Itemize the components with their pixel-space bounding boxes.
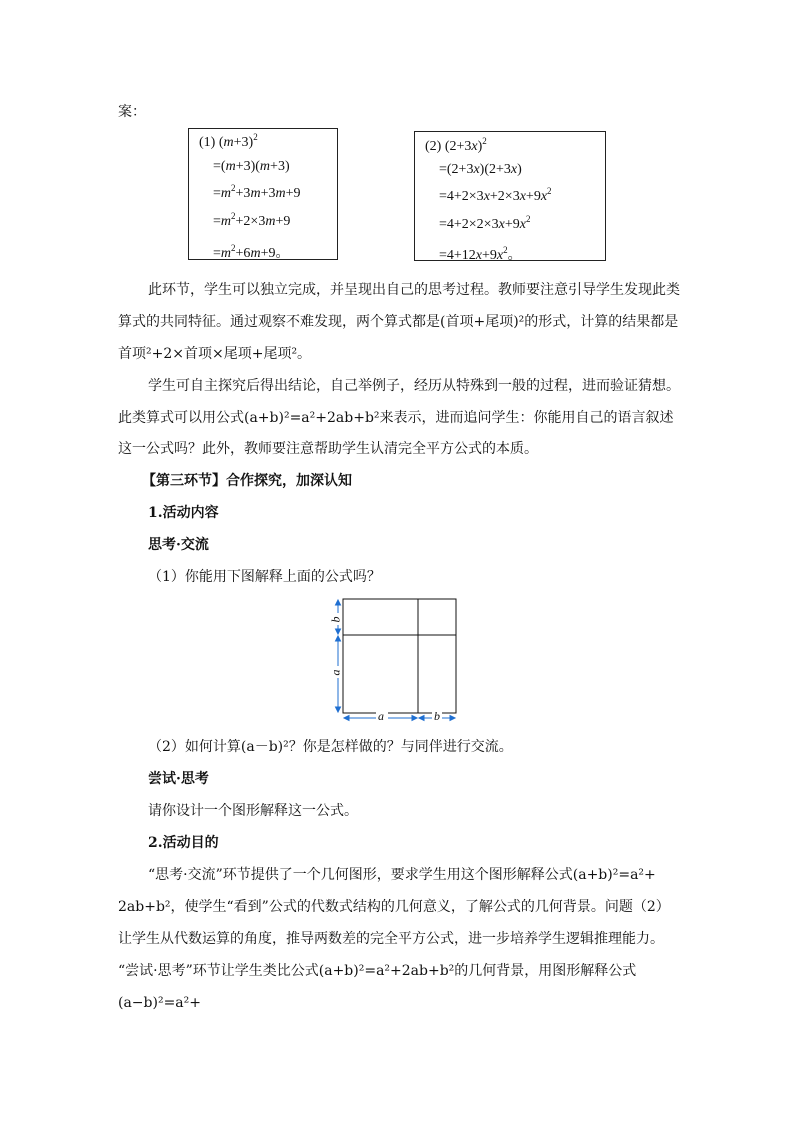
worked-example-box-1 [188,128,338,260]
box1-line-4: $=m^2+2\times 3m+9$ [213,211,291,229]
figure-label-b-bottom: b [434,709,440,723]
worked-example-box-2 [414,131,606,261]
goal-line-5: (a−b)²=a²+ [118,995,201,1011]
goal-line-3: 让学生从代数运算的角度，推导两数差的完全平方公式，进一步培养学生逻辑推理能力。 [118,931,664,947]
paragraph-2-line-3: 这一公式吗？此外，教师要注意帮助学生认清完全平方公式的本质。 [118,441,538,457]
paragraph-1-line-1: 此环节，学生可以独立完成，并呈现出自己的思考过程。教师要注意引导学生发现此类 [148,282,680,298]
goal-line-4: “尝试·思考”环节让学生类比公式(a+b)²=a²+2ab+b²的几何背景，用图形解释公式 [118,963,637,979]
heading-activity-goal: 2.活动目的 [148,835,219,851]
outer-square [343,599,456,713]
section-3-title: 【第三环节】合作探究，加深认知 [142,473,352,489]
question-2: （2）如何计算(a－b)²？你是怎样做的？与同伴进行交流。 [148,739,513,755]
goal-line-2: 2ab+b²，使学生“看到”公式的代数式结构的几何意义，了解公式的几何背景。问题（2） [118,899,670,915]
box2-line-5: $=4+12x+9x^2$。 [439,245,522,263]
paragraph-2-line-2: 此类算式可以用公式(a+b)²=a²+2ab+b²来表示，进而追问学生：你能用自己的语言叙述 [118,410,674,426]
box1-line-1: (1) $(m+3)^2$ [199,132,258,150]
box1-line-3: $=m^2+3m+3m+9$ [213,183,301,201]
box2-line-1: (2) $(2+3x)^2$ [425,136,487,154]
paragraph-1-line-2: 算式的共同特征。通过观察不难发现，两个算式都是(首项+尾项)²的形式，计算的结果都是 [118,314,679,330]
figure-label-a-bottom: a [378,709,384,723]
box2-line-2: =(2+3x)(2+3x) [439,162,522,177]
heading-think-exchange: 思考·交流 [148,537,209,553]
box1-line-2: =(m+3)(m+3) [213,159,290,174]
paragraph-2-line-1: 学生可自主探究后得出结论，自己举例子，经历从特殊到一般的过程，进而验证猜想。 [148,378,680,394]
figure-label-b-left: b [328,616,343,623]
goal-line-1: “思考·交流”环节提供了一个几何图形，要求学生用这个图形解释公式(a+b)²=a²+ [148,867,656,883]
paragraph-1-line-3: 首项²+2×首项×尾项+尾项²。 [118,346,312,362]
box2-line-4: $=4+2\times 2\times 3x+9x^2$ [439,214,531,232]
box1-line-5: $=m^2+6m+9$。 [213,243,290,261]
figure-label-a-left: a [328,669,343,676]
try-instruction: 请你设计一个图形解释这一公式。 [148,803,358,819]
box2-line-3: $=4+2\times 3x+2\times 3x+9x^2$ [439,186,552,204]
square-area-figure [328,595,461,725]
heading-activity-content: 1.活动内容 [148,505,219,521]
question-1: （1）你能用下图解释上面的公式吗？ [148,569,381,585]
continuation-text: 案： [118,104,146,120]
heading-try-think: 尝试·思考 [148,771,209,787]
